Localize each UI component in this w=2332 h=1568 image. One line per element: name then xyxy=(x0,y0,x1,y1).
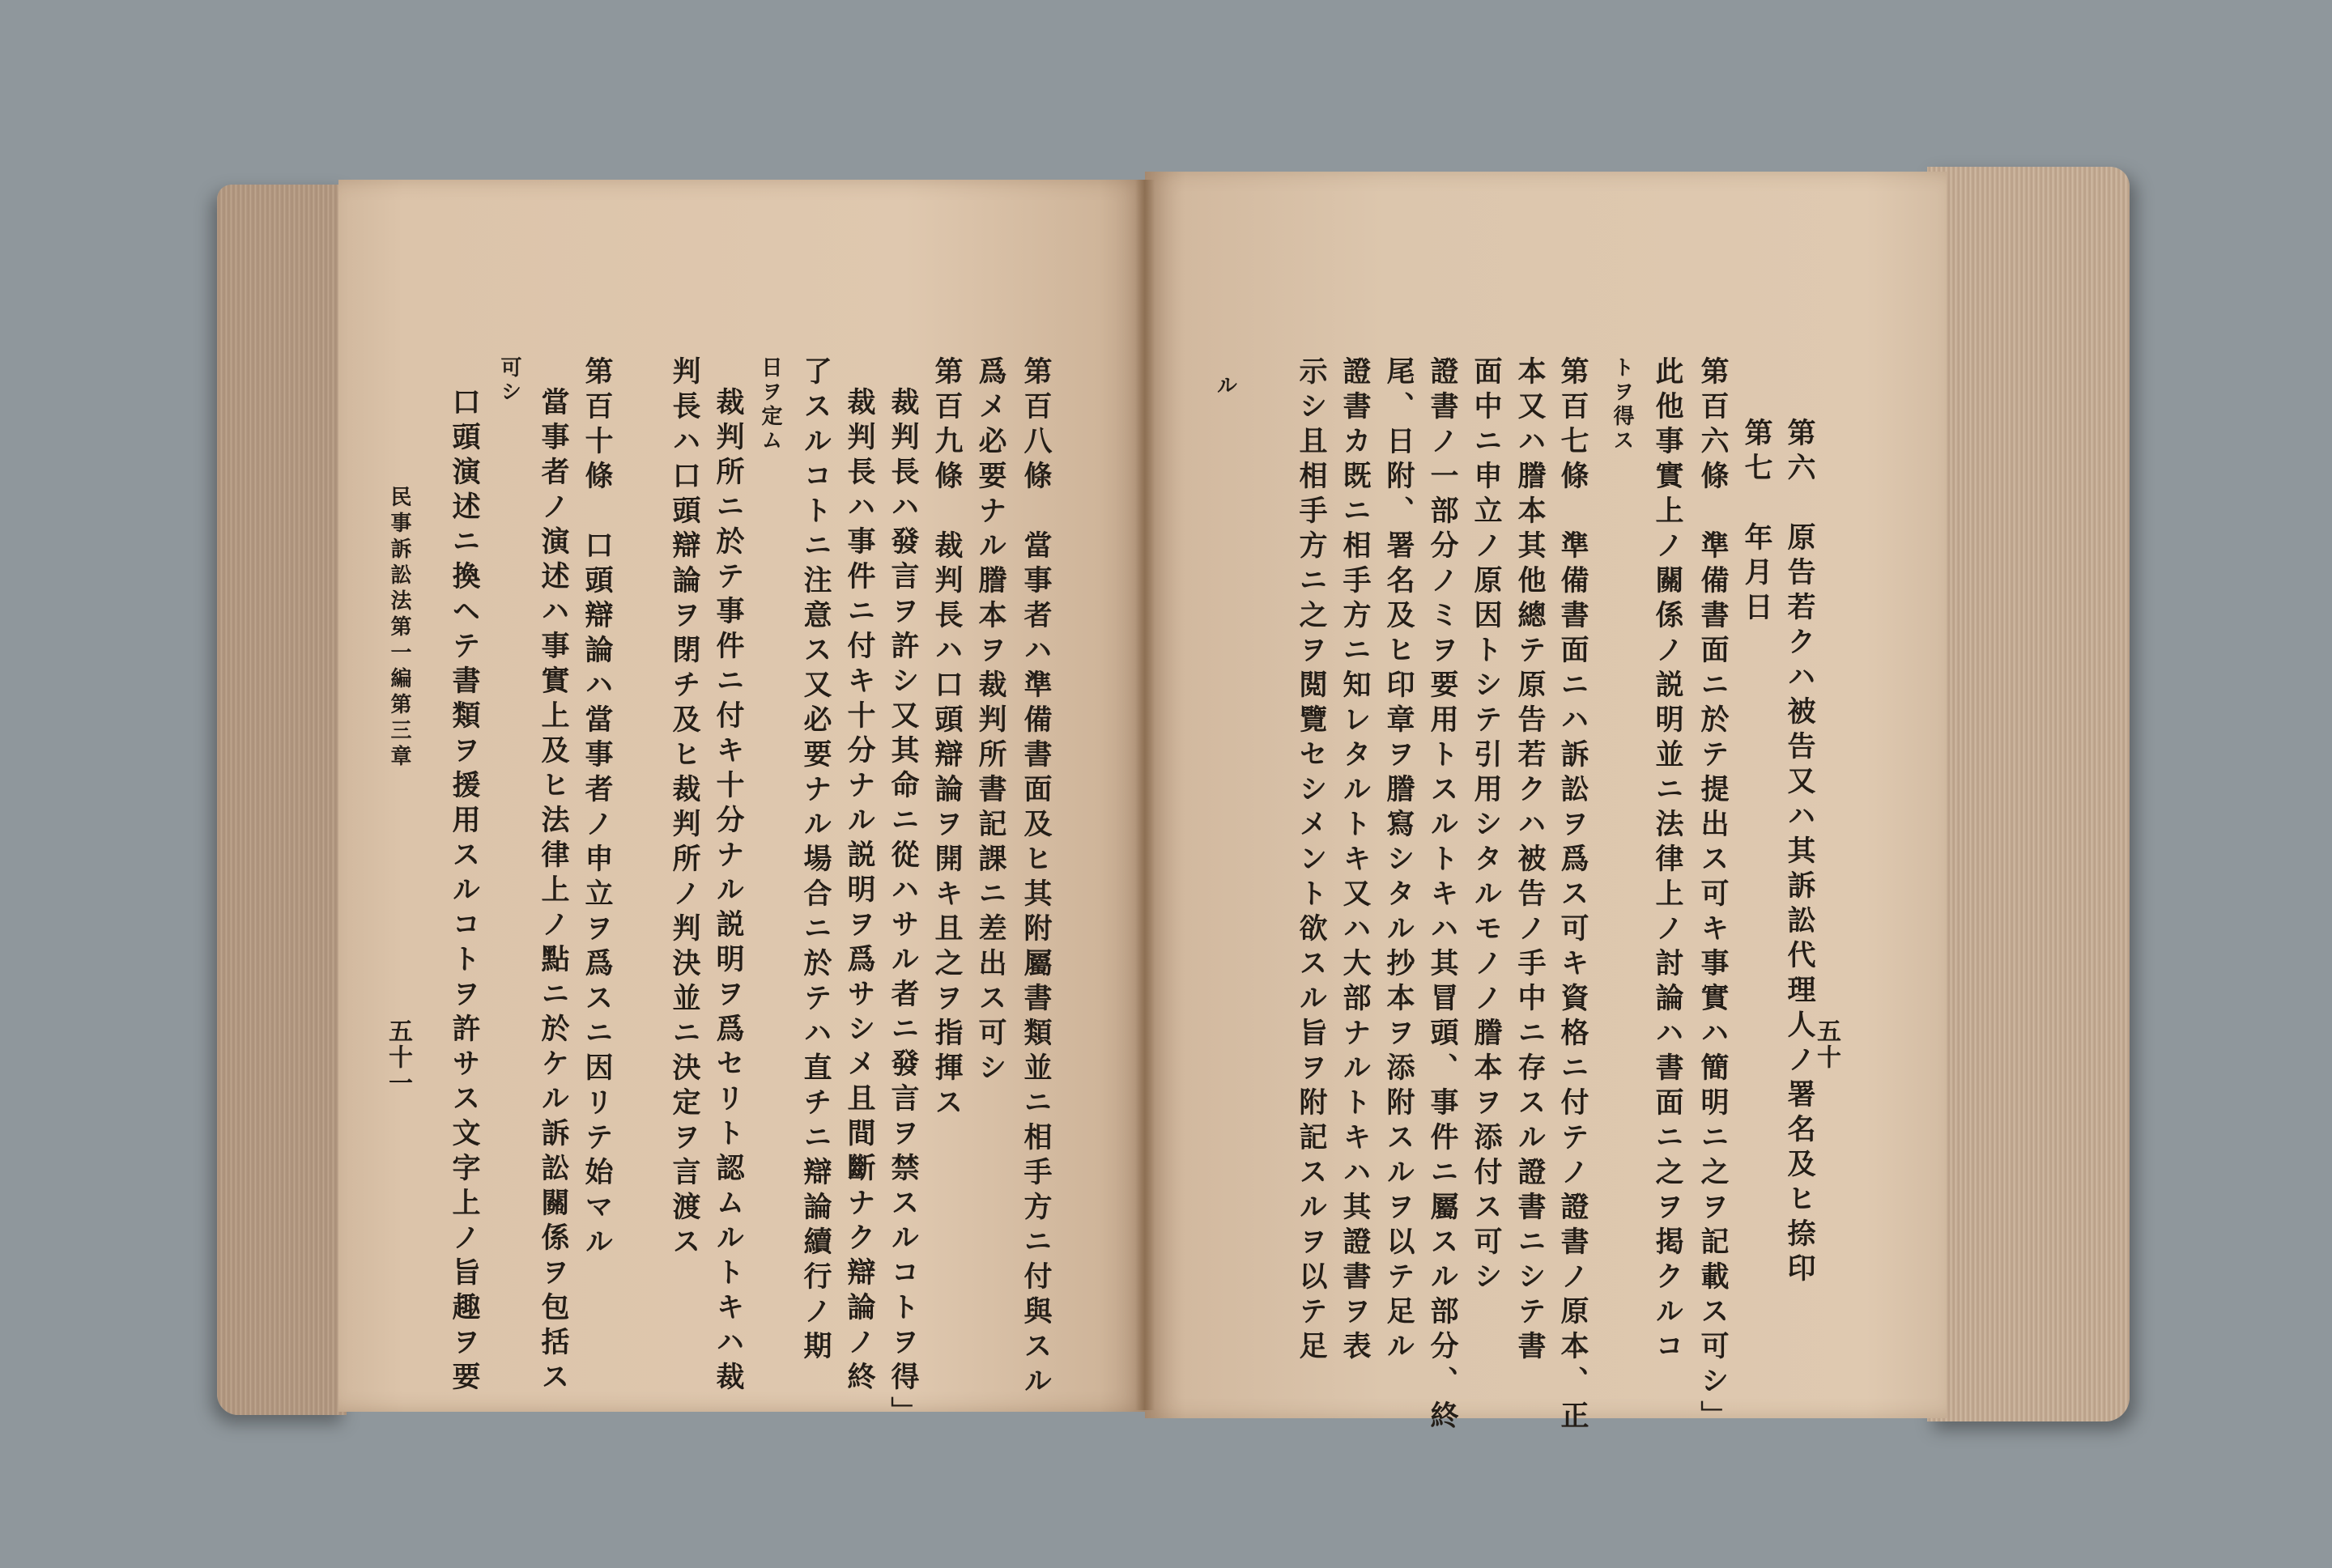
text-column: 了スルコトニ注意ス又必要ナル場合ニ於テハ直チニ辯論續行ノ期 xyxy=(799,356,832,1366)
running-title: 民事訴訟法第一編第三章 xyxy=(387,486,411,771)
text-column: 第百八條 當事者ハ準備書面及ヒ其附屬書類並ニ相手方ニ付與スル xyxy=(1019,356,1053,1400)
text-column: 裁判長ハ事件ニ付キ十分ナル説明ヲ爲サシメ且間斷ナク辯論ノ終 xyxy=(843,387,876,1396)
text-column: 第百六條 準備書面ニ於テ提出ス可キ事實ハ簡明ニ之ヲ記載ス可シ」 xyxy=(1696,356,1730,1435)
text-column: 面中ニ申立ノ原因トシテ引用シタルモノノ謄本ヲ添付ス可シ xyxy=(1470,356,1503,1296)
text-column: 本又ハ謄本其他總テ原告若クハ被告ノ手中ニ存スル證書ニシテ書 xyxy=(1513,356,1547,1366)
text-column: 當事者ノ演述ハ事實上及ヒ法律上ノ點ニ於ケル訴訟關係ヲ包括ス xyxy=(537,387,570,1396)
text-column: 證書カ既ニ相手方ニ知レタルトキ又ハ大部ナルトキハ其證書ヲ表 xyxy=(1338,356,1372,1366)
text-column: 第七 年月日 xyxy=(1740,418,1773,627)
book-gutter xyxy=(1135,180,1155,1410)
text-column: 此他事實上ノ關係ノ説明並ニ法律上ノ討論ハ書面ニ之ヲ掲クルコ xyxy=(1651,356,1684,1366)
text-column: 第百九條 裁判長ハ口頭辯論ヲ開キ且之ヲ指揮ス xyxy=(930,356,964,1122)
text-column: 口頭演述ニ換ヘテ書類ヲ援用スルコトヲ許サス文字上ノ旨趣ヲ要 xyxy=(448,387,481,1396)
text-column: 裁判長ハ發言ヲ許シ又其命ニ從ハサル者ニ發言ヲ禁スルコトヲ得」 xyxy=(887,387,920,1431)
text-column: 可シ xyxy=(497,356,521,405)
text-column: 尾、日附、署名及ヒ印章ヲ謄寫シタル抄本ヲ添附スルヲ以テ足ル xyxy=(1382,356,1415,1366)
text-column: 判長ハ口頭辯論ヲ閉チ及ヒ裁判所ノ判決並ニ決定ヲ言渡ス xyxy=(668,356,701,1261)
text-column: トヲ得ス xyxy=(1610,356,1634,453)
right-page-edges xyxy=(1927,167,2130,1421)
page-number: 五十 xyxy=(1812,1018,1840,1070)
text-column: 日ヲ定ム xyxy=(758,356,782,453)
text-column: 證書ノ一部分ノミヲ要用トスルトキハ其冒頭、事件ニ屬スル部分、終 xyxy=(1426,356,1459,1435)
text-column: ル xyxy=(1213,374,1237,398)
text-column: 第六 原告若クハ被告又ハ其訴訟代理人ノ署名及ヒ捺印 xyxy=(1783,418,1816,1288)
text-column: 第百七條 準備書面ニハ訴訟ヲ爲ス可キ資格ニ付テノ證書ノ原本、正 xyxy=(1556,356,1589,1435)
page-number: 五十一 xyxy=(384,1018,412,1096)
text-column: 爲メ必要ナル謄本ヲ裁判所書記課ニ差出ス可シ xyxy=(974,356,1007,1087)
text-column: 第百十條 口頭辯論ハ當事者ノ申立ヲ爲スニ因リテ始マル xyxy=(581,356,614,1261)
left-page-edges xyxy=(217,185,347,1415)
text-column: 示シ且相手方ニ之ヲ閲覽セシメント欲スル旨ヲ附記スルヲ以テ足 xyxy=(1295,356,1328,1366)
text-column: 裁判所ニ於テ事件ニ付キ十分ナル説明ヲ爲セリト認ムルトキハ裁 xyxy=(712,387,745,1396)
